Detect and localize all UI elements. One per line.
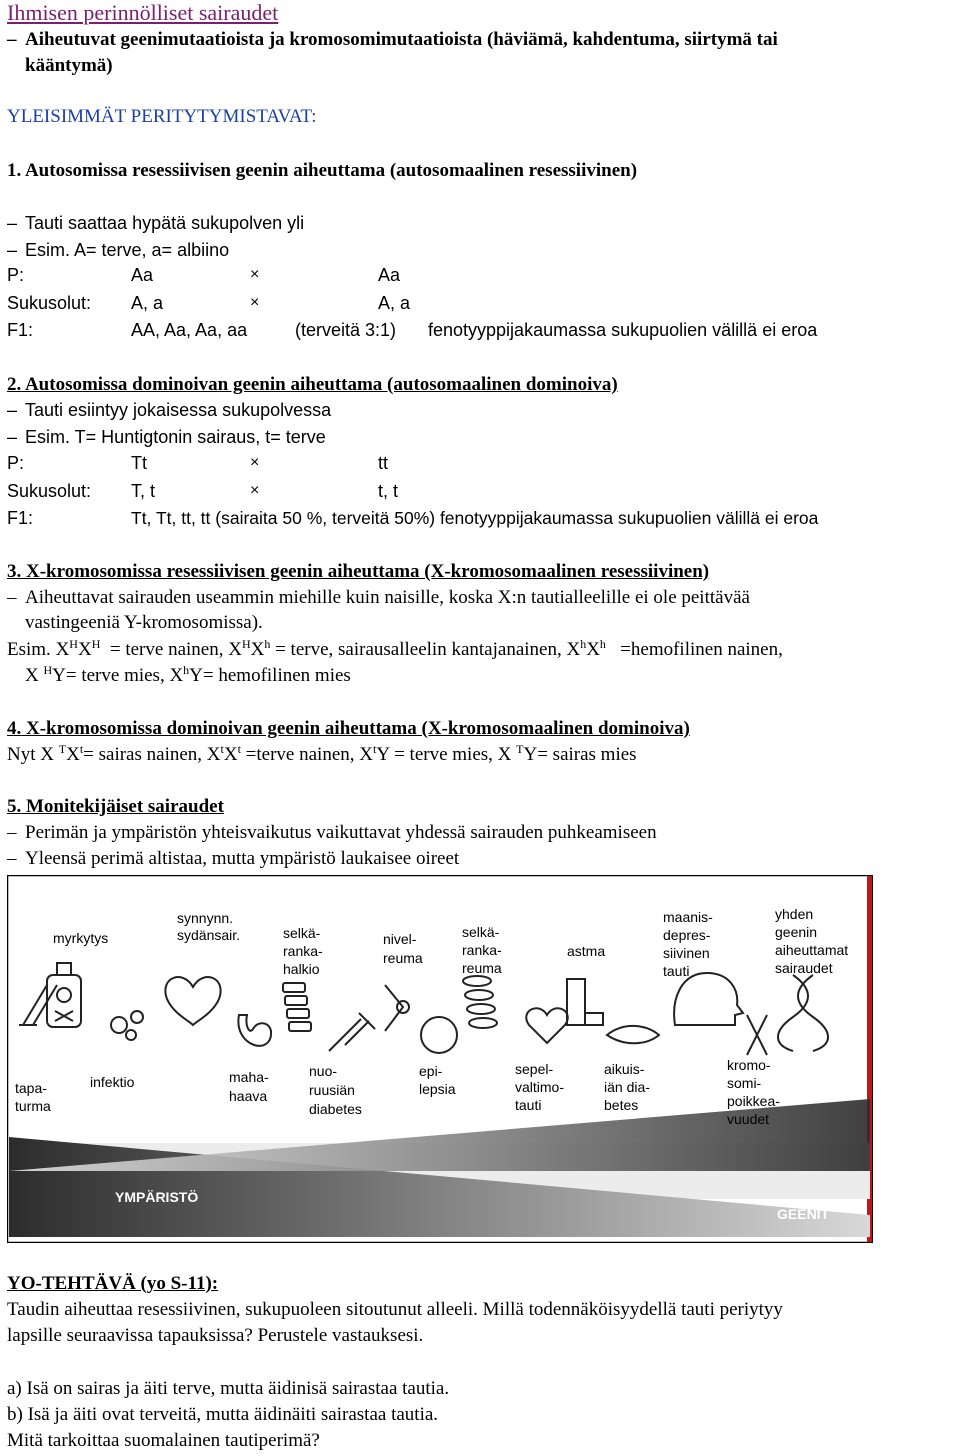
row-label: P:	[7, 265, 25, 285]
gametes: A, a	[131, 293, 164, 313]
yhden-geenin-sairaudet-label: yhden geenin aiheuttamat sairaudet	[775, 906, 849, 976]
section-3-example: Esim. $X^HX^H$ = terve nainen, $X^HX^h$ = terve, sairausalleelin kantajanainen, $X^hX^h$ =hemofilinen nainen,	[7, 637, 783, 660]
dash-icon: –	[7, 400, 18, 420]
section-3-bullet: – Aiheuttavat sairauden useammin miehille kuin naisille, koska X:n tautialleelille ei ole peittävää	[7, 587, 750, 608]
cross-icon: ×	[250, 482, 260, 499]
genotype: Tt	[131, 453, 147, 473]
dash-icon: –	[7, 213, 18, 233]
row-label: P:	[7, 453, 25, 473]
geenit-label: GEENIT	[777, 1206, 830, 1222]
section-1-bullet: – Tauti saattaa hypätä sukupolven yli	[7, 213, 305, 233]
row-label: Sukusolut:	[7, 293, 92, 313]
intro-line-cont: kääntymä)	[25, 55, 113, 76]
ratio-note: (terveitä 3:1)	[295, 320, 397, 340]
common-heading: YLEISIMMÄT PERITYTYMISTAVAT:	[7, 106, 317, 127]
epilepsia-label: epi-lepsia	[419, 1063, 456, 1097]
astma-label: astma	[567, 943, 606, 959]
section-4-example: Nyt X $^TX^t=$ sairas nainen, $X^tX^t$ =terve nainen, $X^tY$ = terve mies, X $^T$Y= sairas mies	[7, 742, 637, 765]
genotype: Aa	[131, 265, 154, 285]
genotype: Aa	[378, 265, 401, 285]
page-title: Ihmisen perinnölliset sairaudet	[7, 0, 279, 25]
section-5-bullet: – Yleensä perimä altistaa, mutta ympäristö laukaisee oireet	[7, 848, 460, 869]
section-2-bullet: – Tauti esiintyy jokaisessa sukupolvessa	[7, 400, 332, 420]
selkarankahalkio-label: selkä-ranka-halkio	[283, 925, 323, 977]
infektio-label: infektio	[90, 1074, 135, 1090]
section-3-heading: 3. X-kromosomissa resessiivisen geenin aiheuttama (X-kromosomaalinen resessiivinen)	[7, 561, 710, 582]
dash-icon: –	[7, 240, 18, 260]
yo-question-b: b) Isä ja äiti ovat terveitä, mutta äidinäiti sairastaa tautia.	[7, 1404, 439, 1425]
kromosomipoikkeavuudet-label: kromo-somi-poikkea-vuudet	[727, 1057, 780, 1127]
section-3-example-cont: X $^H$Y= terve mies, $X^hY=$ hemofilinen mies	[25, 663, 351, 686]
cross-icon: ×	[250, 294, 260, 311]
myrkytys-label: myrkytys	[53, 930, 109, 946]
section-5-heading: 5. Monitekijäiset sairaudet	[7, 796, 224, 817]
section-5-bullet: – Perimän ja ympäristön yhteisvaikutus vaikuttavat yhdessä sairauden puhkeamiseen	[7, 822, 657, 843]
yo-heading: YO-TEHTÄVÄ (yo S-11):	[7, 1273, 219, 1294]
dash-icon: –	[7, 29, 17, 50]
section-1-heading: 1. Autosomissa resessiivisen geenin aiheuttama (autosomaalinen resessiivinen)	[7, 160, 638, 181]
cross-icon: ×	[250, 454, 260, 471]
section-2-bullet: – Esim. T= Huntigtonin sairaus, t= terve	[7, 427, 326, 447]
yo-paragraph-cont: lapsille seuraavissa tapauksissa? Perustele vastauksesi.	[7, 1325, 424, 1346]
dash-icon: –	[7, 848, 17, 869]
yo-paragraph: Taudin aiheuttaa resessiivinen, sukupuoleen sitoutunut alleeli. Millä todennäköisyydellä tauti periytyy	[7, 1299, 783, 1320]
phenotype-note: fenotyyppijakaumassa sukupuolien välillä ei eroa	[428, 320, 818, 340]
tapaturma-label: tapa-turma	[15, 1080, 51, 1114]
ymparisto-label: YMPÄRISTÖ	[115, 1189, 199, 1205]
offspring: Tt, Tt, tt, tt (sairaita 50 %, terveitä 50%) fenotyyppijakaumassa sukupuolien välillä ei eroa	[131, 508, 819, 528]
mahahaava-label: maha-haava	[229, 1069, 269, 1104]
dash-icon: –	[7, 587, 17, 608]
dash-icon: –	[7, 822, 17, 843]
gametes: T, t	[131, 481, 156, 501]
selkarankareuma-label: selkä-ranka-reuma	[462, 924, 502, 976]
yo-question-c: Mitä tarkoittaa suomalainen tautiperimä?	[7, 1430, 320, 1451]
row-label: F1:	[7, 508, 34, 528]
nivelreuma-label: nivel-reuma	[383, 931, 423, 966]
gametes: A, a	[378, 293, 411, 313]
sepelvaltimotauti-label: sepel-valtimo-tauti	[515, 1061, 565, 1113]
section-2-heading: 2. Autosomissa dominoivan geenin aiheuttama (autosomaalinen dominoiva)	[7, 374, 618, 395]
offspring: AA, Aa, Aa, aa	[131, 320, 248, 340]
aikuisian-diabetes-label: aikuis-iän dia-betes	[604, 1061, 650, 1113]
cross-icon: ×	[250, 266, 260, 283]
row-label: F1:	[7, 320, 34, 340]
section-4-heading: 4. X-kromosomissa dominoivan geenin aiheuttama (X-kromosomaalinen dominoiva)	[7, 718, 690, 739]
maanis-depressiivinen-label: maanis-depres-siivinen tauti	[663, 909, 713, 979]
intro-line: – Aiheutuvat geenimutaatioista ja kromosomimutaatioista (häviämä, kahdentuma, siirtymä tai	[7, 29, 778, 50]
yo-question-a: a) Isä on sairas ja äiti terve, mutta äidinisä sairastaa tautia.	[7, 1378, 450, 1399]
nuoruusian-diabetes-label: nuo-ruusiän diabetes	[309, 1063, 362, 1117]
genotype: tt	[378, 453, 389, 473]
synnynnaiset-sydansairaudet-label: synnynn. sydänsair.	[177, 910, 241, 943]
row-label: Sukusolut:	[7, 481, 92, 501]
section-3-bullet-cont: vastingeeniä Y-kromosomissa).	[25, 612, 263, 633]
multifactorial-diseases-figure	[7, 875, 873, 1243]
gametes: t, t	[378, 481, 399, 501]
dash-icon: –	[7, 427, 18, 447]
section-1-bullet: – Esim. A= terve, a= albiino	[7, 240, 230, 260]
